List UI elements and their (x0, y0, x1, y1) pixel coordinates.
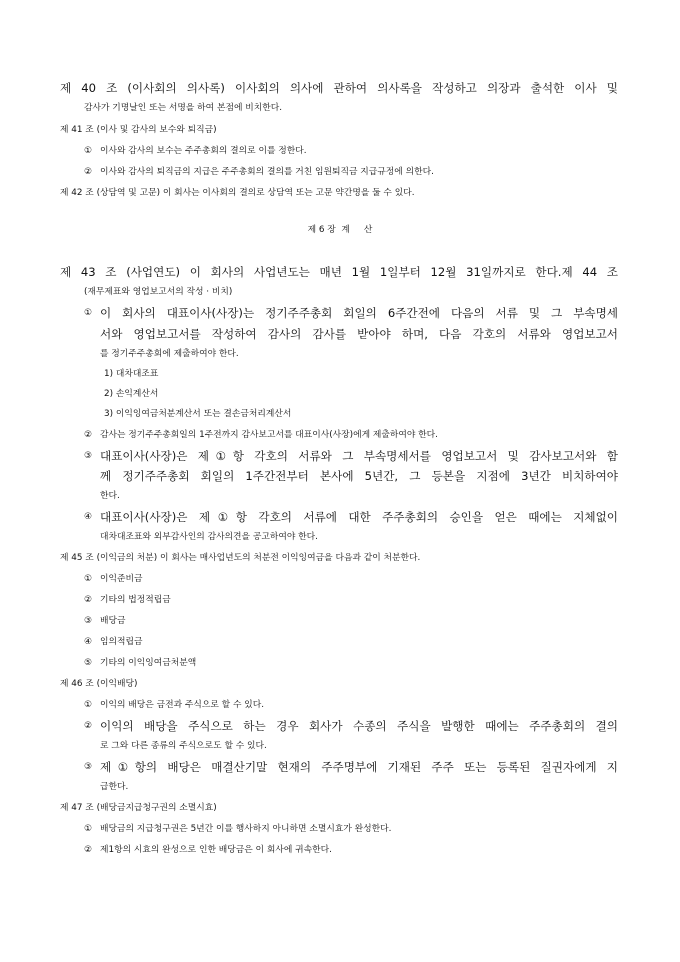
article-40-line-1: 제 40 조 (이사회의 의사록) 이사회의 의사에 관하여 의사록을 작성하고 의장과 출석한 이사 및 (60, 81, 618, 95)
article-42-line-1: 제 42 조 (상담역 및 고문) 이 회사는 이사회의 결의로 상담역 또는 고문 약간명을 둘 수 있다. (60, 188, 415, 198)
article-44-item-3-line-1: 대표이사(사장)은 제①항 각호의 서류와 그 부속명세서를 영업보고서 및 감사보고서와 함 (100, 449, 618, 463)
article-46-item-3-line-2: 급한다. (100, 782, 129, 792)
article-41-item-2-text: 이사와 감사의 퇴직금의 지급은 주주총회의 결의를 거친 임원퇴직금 지급규정에 의한다. (100, 167, 434, 177)
article-44-item-4-line-2: 대차대조표와 외부감사인의 감사의견을 공고하여야 한다. (100, 532, 318, 542)
article-44-item-1-line-3: 를 정기주주총회에 제출하여야 한다. (100, 349, 239, 359)
article-44-subitem-2: 2) 손익계산서 (104, 389, 159, 399)
article-47-item-2-num: ② (84, 845, 92, 855)
article-44-item-4-num: ④ (84, 512, 92, 522)
article-45-item-4-text: 임의적립금 (100, 637, 143, 647)
article-46-item-2-line-2: 로 그와 다른 종류의 주식으로도 할 수 있다. (100, 741, 267, 751)
article-43-line-1: 제 43 조 (사업연도) 이 회사의 사업년도는 매년 1월 1일부터 12월 31일까지로 한다.제 44 조 (60, 265, 618, 279)
article-44-heading: (재무제표와 영업보고서의 작성 · 비치) (84, 287, 233, 297)
article-47-heading: 제 47 조 (배당금지급청구권의 소멸시효) (60, 803, 217, 813)
article-41-item-2-num: ② (84, 167, 92, 177)
article-45-item-3-num: ③ (84, 616, 92, 626)
article-47-item-1-text: 배당금의 지급청구권은 5년간 이를 행사하지 아니하면 소멸시효가 완성한다. (100, 824, 392, 834)
article-47-item-2-text: 제1항의 시효의 완성으로 인한 배당금은 이 회사에 귀속한다. (100, 845, 332, 855)
article-41-heading: 제 41 조 (이사 및 감사의 보수와 퇴직금) (60, 125, 217, 135)
article-46-item-3-num: ③ (84, 762, 92, 772)
article-45-item-5-num: ⑤ (84, 658, 92, 668)
article-44-item-3-line-3: 한다. (100, 491, 120, 501)
article-46-item-2-line-1: 이익의 배당을 주식으로 하는 경우 회사가 수종의 주식을 발행한 때에는 주주총회의 결의 (100, 719, 618, 733)
article-45-item-4-num: ④ (84, 637, 92, 647)
article-45-item-1-num: ① (84, 574, 92, 584)
article-41-item-1-num: ① (84, 146, 92, 156)
article-44-item-4-line-1: 대표이사(사장)은 제①항 각호의 서류에 대한 주주총회의 승인을 얻은 때에는 지체없이 (100, 510, 618, 524)
article-44-subitem-1: 1) 대차대조표 (104, 369, 159, 379)
article-45-heading: 제 45 조 (이익금의 처분) 이 회사는 매사업년도의 처분전 이익잉여금을 다음과 같이 처분한다. (60, 553, 421, 563)
article-45-item-2-text: 기타의 법정적립금 (100, 595, 171, 605)
article-44-item-1-line-1: 이 회사의 대표이사(사장)는 정기주주총회 회일의 6주간전에 다음의 서류 및 그 부속명세 (100, 306, 618, 320)
article-44-subitem-3: 3) 이익잉여금처분계산서 또는 결손금처리계산서 (104, 409, 292, 419)
article-44-item-3-num: ③ (84, 451, 92, 461)
article-46-item-3-line-1: 제①항의 배당은 매결산기말 현재의 주주명부에 기재된 주주 또는 등록된 질권자에게 지 (100, 760, 618, 774)
article-44-item-1-line-2: 서와 영업보고서를 작성하여 감사의 감사를 받아야 하며, 다음 각호의 서류와 영업보고서 (100, 327, 618, 341)
article-44-item-3-line-2: 께 정기주주총회 회일의 1주간전부터 본사에 5년간, 그 등본을 지점에 3년간 비치하여야 (100, 469, 618, 483)
article-44-item-2-text: 감사는 정기주주총회일의 1주전까지 감사보고서를 대표이사(사장)에게 제출하여야 한다. (100, 430, 438, 440)
article-44-item-1-num: ① (84, 308, 92, 318)
article-46-heading: 제 46 조 (이익배당) (60, 679, 138, 689)
article-47-item-1-num: ① (84, 824, 92, 834)
article-46-item-1-num: ① (84, 700, 92, 710)
article-41-item-1-text: 이사와 감사의 보수는 주주총회의 결의로 이를 정한다. (100, 146, 307, 156)
article-45-item-3-text: 배당금 (100, 616, 126, 626)
article-44-item-2-num: ② (84, 430, 92, 440)
article-46-item-1-text: 이익의 배당은 금전과 주식으로 할 수 있다. (100, 700, 265, 710)
chapter-6-title: 제 6 장 계 산 (307, 225, 373, 235)
article-45-item-5-text: 기타의 이익잉여금처분액 (100, 658, 197, 668)
article-45-item-1-text: 이익준비금 (100, 574, 143, 584)
article-40-line-2: 감사가 기명날인 또는 서명을 하여 본점에 비치한다. (84, 103, 283, 113)
article-45-item-2-num: ② (84, 595, 92, 605)
article-46-item-2-num: ② (84, 721, 92, 731)
